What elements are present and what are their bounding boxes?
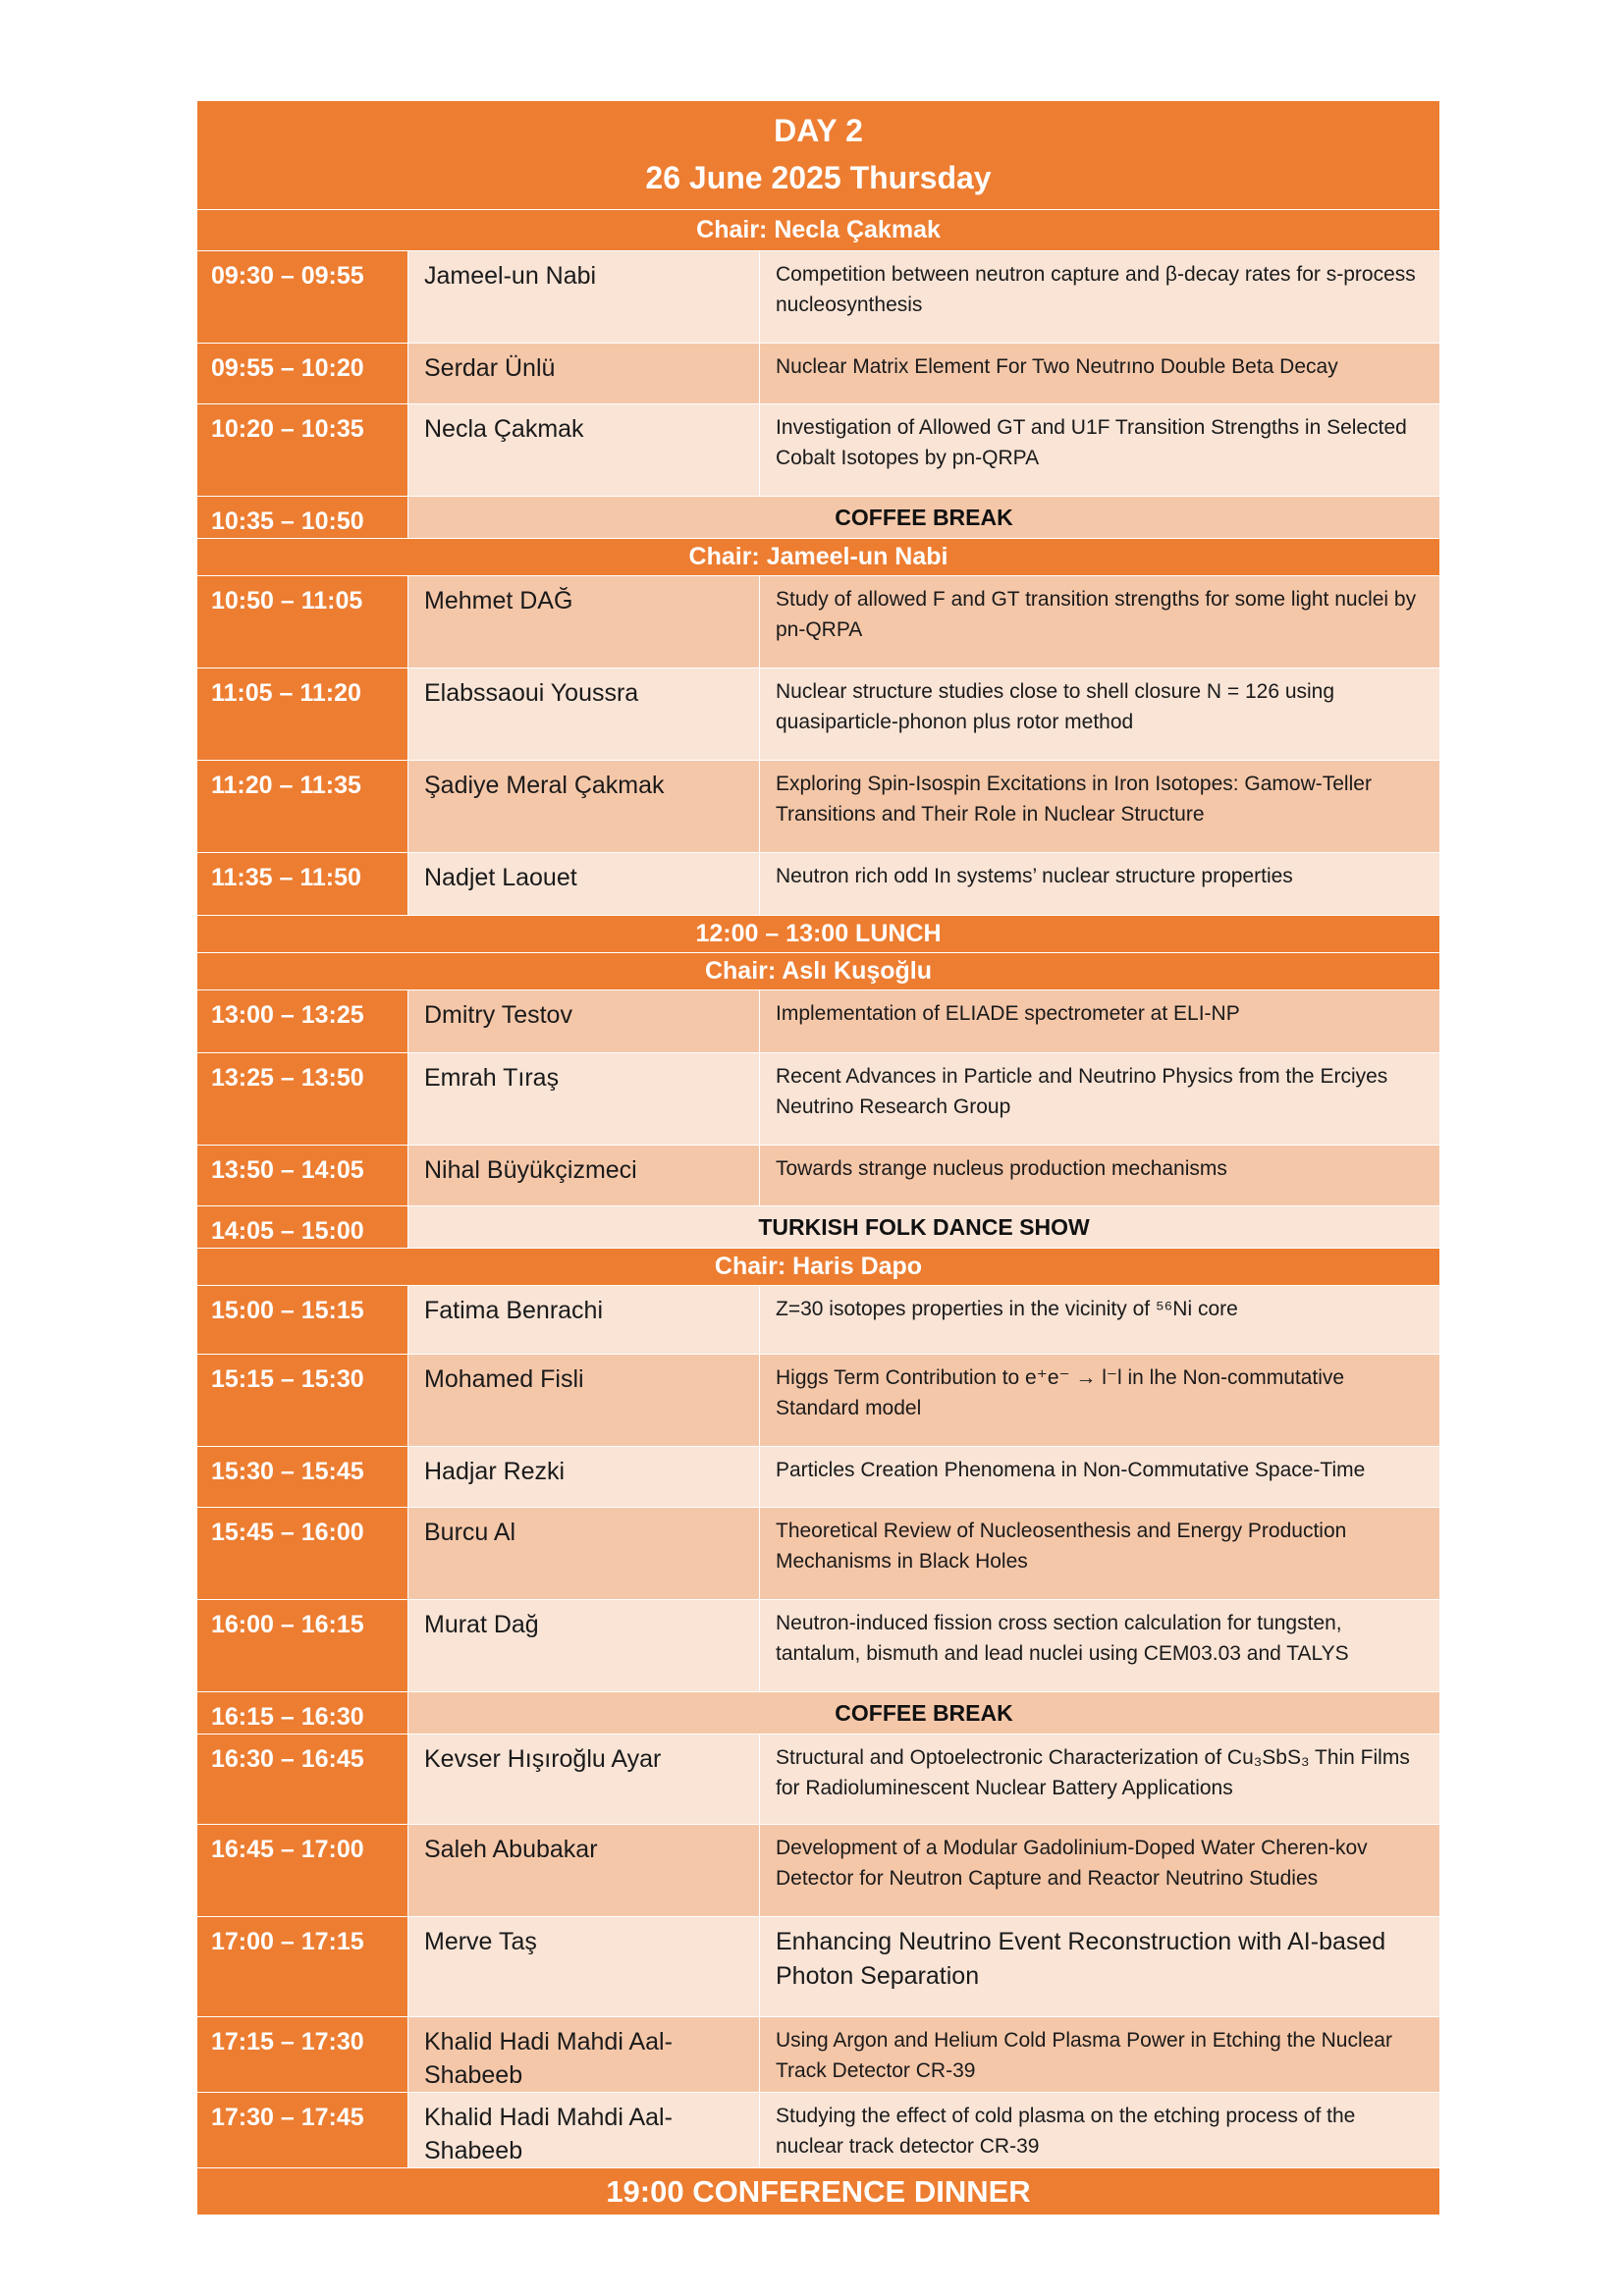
schedule-row-talk: [197, 576, 1440, 668]
time-slot: 11:35 – 11:50: [197, 853, 408, 916]
schedule-row-talk: [197, 1053, 1440, 1146]
day-header: [197, 101, 1440, 210]
time-slot: 10:50 – 11:05: [197, 576, 408, 668]
time-slot: 10:35 – 10:50: [197, 497, 408, 539]
time-slot: 15:00 – 15:15: [197, 1286, 408, 1355]
day-header-row: [197, 101, 1440, 210]
speaker-name: Merve Taş: [408, 1917, 760, 2017]
time-slot: 11:05 – 11:20: [197, 668, 408, 761]
talk-title: Enhancing Neutrino Event Reconstruction with AI-based Photon Separation: [760, 1917, 1440, 2017]
speaker-name: Khalid Hadi Mahdi Aal-Shabeeb: [408, 2017, 760, 2093]
schedule-row-talk: [197, 404, 1440, 497]
day-label: DAY 2: [774, 113, 863, 148]
talk-title: Nuclear Matrix Element For Two Neutrıno Double Beta Decay: [760, 344, 1440, 404]
time-slot: 09:55 – 10:20: [197, 344, 408, 404]
time-slot: 14:05 – 15:00: [197, 1206, 408, 1249]
speaker-name: Nihal Büyükçizmeci: [408, 1146, 760, 1206]
time-slot: 10:20 – 10:35: [197, 404, 408, 497]
time-slot: 15:45 – 16:00: [197, 1508, 408, 1600]
schedule-row-chair: [197, 953, 1440, 990]
talk-title: Nuclear structure studies close to shell closure N = 126 using quasiparticle-phonon plus rotor method: [760, 668, 1440, 761]
schedule-row-talk: [197, 761, 1440, 853]
time-slot: 13:00 – 13:25: [197, 990, 408, 1053]
dinner-banner: 19:00 CONFERENCE DINNER: [197, 2168, 1440, 2216]
talk-title: Particles Creation Phenomena in Non-Commutative Space-Time: [760, 1447, 1440, 1508]
talk-title: Theoretical Review of Nucleosenthesis and Energy Production Mechanisms in Black Holes: [760, 1508, 1440, 1600]
talk-title: Neutron rich odd In systems’ nuclear structure properties: [760, 853, 1440, 916]
schedule-row-talk: [197, 1917, 1440, 2017]
date-label: 26 June 2025 Thursday: [645, 160, 992, 195]
talk-title: Towards strange nucleus production mechanisms: [760, 1146, 1440, 1206]
day-2-schedule-table: [196, 100, 1440, 2216]
schedule-row-talk: [197, 344, 1440, 404]
talk-title: Development of a Modular Gadolinium-Doped Water Cheren-kov Detector for Neutron Capture and Reactor Neutrino Studies: [760, 1825, 1440, 1917]
schedule-row-banner: [197, 916, 1440, 953]
speaker-name: Mohamed Fisli: [408, 1355, 760, 1447]
talk-title: Higgs Term Contribution to e⁺e⁻ → l⁻l in lhe Non-commutative Standard model: [760, 1355, 1440, 1447]
speaker-name: Burcu Al: [408, 1508, 760, 1600]
lunch-banner: 12:00 – 13:00 LUNCH: [197, 916, 1440, 953]
schedule-row-talk: [197, 2093, 1440, 2168]
speaker-name: Kevser Hışıroğlu Ayar: [408, 1735, 760, 1825]
speaker-name: Murat Dağ: [408, 1600, 760, 1692]
speaker-name: Elabssaoui Youssra: [408, 668, 760, 761]
speaker-name: Serdar Ünlü: [408, 344, 760, 404]
speaker-name: Şadiye Meral Çakmak: [408, 761, 760, 853]
time-slot: 13:25 – 13:50: [197, 1053, 408, 1146]
schedule-row-chair: [197, 1249, 1440, 1286]
time-slot: 17:15 – 17:30: [197, 2017, 408, 2093]
schedule-row-talk: [197, 668, 1440, 761]
time-slot: 17:30 – 17:45: [197, 2093, 408, 2168]
talk-title: Competition between neutron capture and β-decay rates for s-process nucleosynthesis: [760, 251, 1440, 344]
schedule-row-talk: [197, 1600, 1440, 1692]
time-slot: 15:30 – 15:45: [197, 1447, 408, 1508]
talk-title: Study of allowed F and GT transition strengths for some light nuclei by pn-QRPA: [760, 576, 1440, 668]
speaker-name: Emrah Tıraş: [408, 1053, 760, 1146]
talk-title: Neutron-induced fission cross section calculation for tungsten, tantalum, bismuth and lead nuclei using CEM03.03 and TALYS: [760, 1600, 1440, 1692]
time-slot: 17:00 – 17:15: [197, 1917, 408, 2017]
speaker-name: Hadjar Rezki: [408, 1447, 760, 1508]
schedule-row-talk: [197, 1355, 1440, 1447]
speaker-name: Necla Çakmak: [408, 404, 760, 497]
session-chair: Chair: Necla Çakmak: [197, 210, 1440, 251]
time-slot: 16:00 – 16:15: [197, 1600, 408, 1692]
time-slot: 16:30 – 16:45: [197, 1735, 408, 1825]
session-chair: Chair: Aslı Kuşoğlu: [197, 953, 1440, 990]
talk-title: Using Argon and Helium Cold Plasma Power in Etching the Nuclear Track Detector CR-39: [760, 2017, 1440, 2093]
time-slot: 09:30 – 09:55: [197, 251, 408, 344]
schedule-row-talk: [197, 1508, 1440, 1600]
schedule-row-chair: [197, 210, 1440, 251]
schedule-row-talk: [197, 1735, 1440, 1825]
session-chair: Chair: Jameel-un Nabi: [197, 539, 1440, 576]
schedule-row-talk: [197, 853, 1440, 916]
time-slot: 16:15 – 16:30: [197, 1692, 408, 1735]
break-label: COFFEE BREAK: [408, 1692, 1440, 1735]
schedule-row-dinner: [197, 2168, 1440, 2216]
time-slot: 15:15 – 15:30: [197, 1355, 408, 1447]
schedule-row-talk: [197, 1286, 1440, 1355]
schedule-row-break: [197, 1206, 1440, 1249]
schedule-body: [197, 101, 1440, 2216]
schedule-row-break: [197, 497, 1440, 539]
talk-title: Z=30 isotopes properties in the vicinity of ⁵⁶Ni core: [760, 1286, 1440, 1355]
speaker-name: Jameel-un Nabi: [408, 251, 760, 344]
talk-title: Structural and Optoelectronic Characterization of Cu₃SbS₃ Thin Films for Radioluminescent Nuclear Battery Applications: [760, 1735, 1440, 1825]
time-slot: 16:45 – 17:00: [197, 1825, 408, 1917]
schedule-row-talk: [197, 990, 1440, 1053]
speaker-name: Khalid Hadi Mahdi Aal-Shabeeb: [408, 2093, 760, 2168]
schedule-row-talk: [197, 1146, 1440, 1206]
talk-title: Studying the effect of cold plasma on the etching process of the nuclear track detector CR-39: [760, 2093, 1440, 2168]
schedule-row-talk: [197, 251, 1440, 344]
time-slot: 13:50 – 14:05: [197, 1146, 408, 1206]
talk-title: Investigation of Allowed GT and U1F Transition Strengths in Selected Cobalt Isotopes by pn-QRPA: [760, 404, 1440, 497]
schedule-row-talk: [197, 2017, 1440, 2093]
time-slot: 11:20 – 11:35: [197, 761, 408, 853]
schedule-row-talk: [197, 1447, 1440, 1508]
break-label: TURKISH FOLK DANCE SHOW: [408, 1206, 1440, 1249]
speaker-name: Mehmet DAĞ: [408, 576, 760, 668]
talk-title: Recent Advances in Particle and Neutrino Physics from the Erciyes Neutrino Research Group: [760, 1053, 1440, 1146]
speaker-name: Nadjet Laouet: [408, 853, 760, 916]
talk-title: Implementation of ELIADE spectrometer at ELI-NP: [760, 990, 1440, 1053]
speaker-name: Dmitry Testov: [408, 990, 760, 1053]
speaker-name: Fatima Benrachi: [408, 1286, 760, 1355]
schedule-row-chair: [197, 539, 1440, 576]
session-chair: Chair: Haris Dapo: [197, 1249, 1440, 1286]
schedule-row-talk: [197, 1825, 1440, 1917]
break-label: COFFEE BREAK: [408, 497, 1440, 539]
speaker-name: Saleh Abubakar: [408, 1825, 760, 1917]
schedule-row-break: [197, 1692, 1440, 1735]
talk-title: Exploring Spin-Isospin Excitations in Iron Isotopes: Gamow-Teller Transitions and Their Role in Nuclear Structure: [760, 761, 1440, 853]
